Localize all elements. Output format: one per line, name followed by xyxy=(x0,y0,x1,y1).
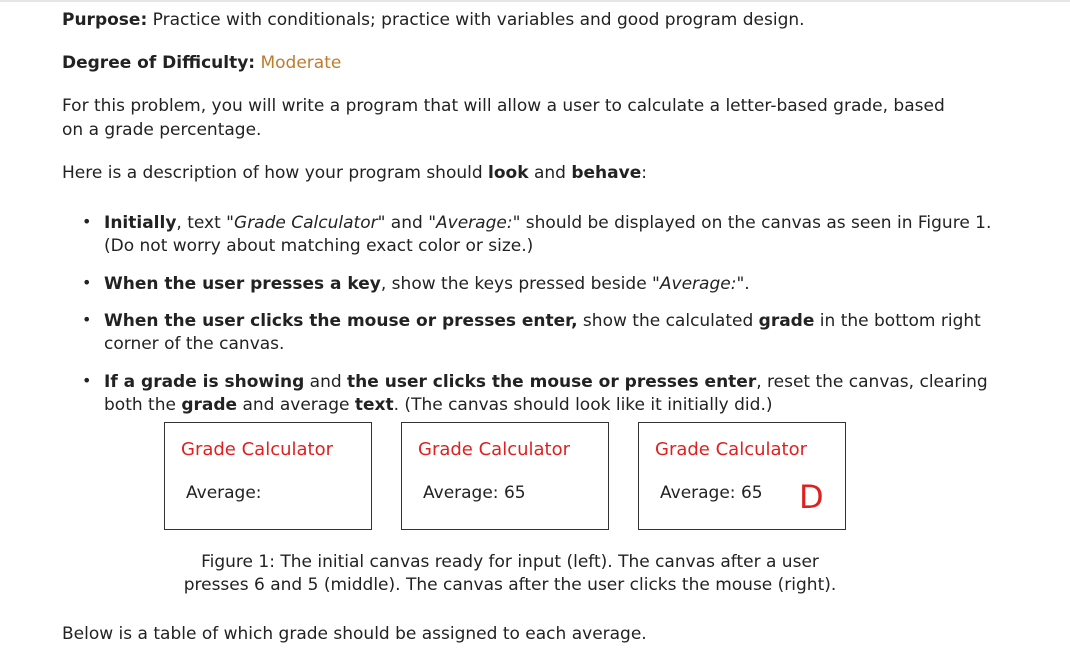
bullet-1-i2: Average: xyxy=(436,213,513,233)
canvas-average: Average: xyxy=(186,483,262,503)
canvas-title: Grade Calculator xyxy=(655,439,808,460)
bullet-3-t1: show the calculated xyxy=(577,311,759,331)
bullet-4-l2d: text xyxy=(354,395,394,415)
bullet-3-line-1 xyxy=(104,310,981,333)
footer-text: Below is a table of which grade should be assigned to each average. xyxy=(62,624,647,644)
purpose-label: Purpose: xyxy=(62,10,148,30)
bullet-2-line-1 xyxy=(104,273,750,296)
difficulty-value: Moderate xyxy=(260,53,342,73)
bullet-1-t2: " and " xyxy=(377,213,437,233)
bullet-1-i1: Grade Calculator xyxy=(234,213,378,233)
description-behave: behave xyxy=(571,163,642,183)
purpose-text: Practice with conditionals; practice with variables and good program design. xyxy=(152,10,805,30)
bullet-1-bold: Initially xyxy=(104,213,177,233)
description-line xyxy=(62,163,647,183)
canvas-average: Average: 65 xyxy=(660,483,763,503)
bullet-4-t1: and xyxy=(304,372,348,392)
canvas-after-keys xyxy=(401,422,609,530)
description-and: and xyxy=(528,163,572,183)
canvas-average: Average: 65 xyxy=(423,483,526,503)
description-prefix: Here is a description of how your program should xyxy=(62,163,489,183)
description-suffix: : xyxy=(641,163,647,183)
bullet-4-bold: If a grade is showing xyxy=(104,372,305,392)
intro-line-1: For this problem, you will write a program that will allow a user to calculate a letter-based grade, based xyxy=(62,96,945,116)
bullet-3-bold: When the user clicks the mouse or presses enter, xyxy=(104,311,578,331)
description-look: look xyxy=(488,163,529,183)
bullet-dot-1: • xyxy=(82,212,92,231)
bullet-dot-3: • xyxy=(82,310,92,329)
intro-line-2: on a grade percentage. xyxy=(62,120,262,140)
bullet-4-line-1 xyxy=(104,371,988,394)
bullet-dot-2: • xyxy=(82,273,92,292)
bullet-1-t1: , text " xyxy=(176,213,235,233)
bullet-4-l2a: both the xyxy=(104,395,182,415)
bullet-1-line-2: (Do not worry about matching exact color or size.) xyxy=(104,236,534,256)
figure-caption-line-1: Figure 1: The initial canvas ready for input (left). The canvas after a user xyxy=(201,552,819,572)
bullet-2-t2: ". xyxy=(736,274,750,294)
bullet-dot-4: • xyxy=(82,371,92,390)
canvas-grade: D xyxy=(799,478,824,516)
bullet-4-l2e: . (The canvas should look like it initially did.) xyxy=(393,395,773,415)
top-divider xyxy=(0,0,1070,2)
purpose-line xyxy=(62,10,805,30)
bullet-4-l2b: grade xyxy=(181,395,238,415)
canvas-initial xyxy=(164,422,372,530)
canvas-after-click xyxy=(638,422,846,530)
bullet-2-bold: When the user presses a key xyxy=(104,274,381,294)
bullet-2-t1: , show the keys pressed beside " xyxy=(380,274,660,294)
bullet-2-i1: Average: xyxy=(659,274,737,294)
bullet-4-t2: , reset the canvas, clearing xyxy=(756,372,988,392)
bullet-4-bold2: the user clicks the mouse or presses enter xyxy=(347,372,757,392)
bullet-3-t2: in the bottom right xyxy=(814,311,981,331)
difficulty-label: Degree of Difficulty: xyxy=(62,53,256,73)
bullet-1-line-1 xyxy=(104,212,991,235)
figure-caption-line-2: presses 6 and 5 (middle). The canvas after the user clicks the mouse (right). xyxy=(183,575,837,595)
bullet-1-t3: " should be displayed on the canvas as seen in Figure 1. xyxy=(512,213,992,233)
bullet-3-line-2: corner of the canvas. xyxy=(104,334,285,354)
bullet-4-l2c: and average xyxy=(237,395,355,415)
canvas-title: Grade Calculator xyxy=(418,439,571,460)
canvas-title: Grade Calculator xyxy=(181,439,334,460)
bullet-4-line-2 xyxy=(104,394,772,417)
bullet-3-bold2: grade xyxy=(758,311,815,331)
difficulty-line xyxy=(62,53,341,73)
